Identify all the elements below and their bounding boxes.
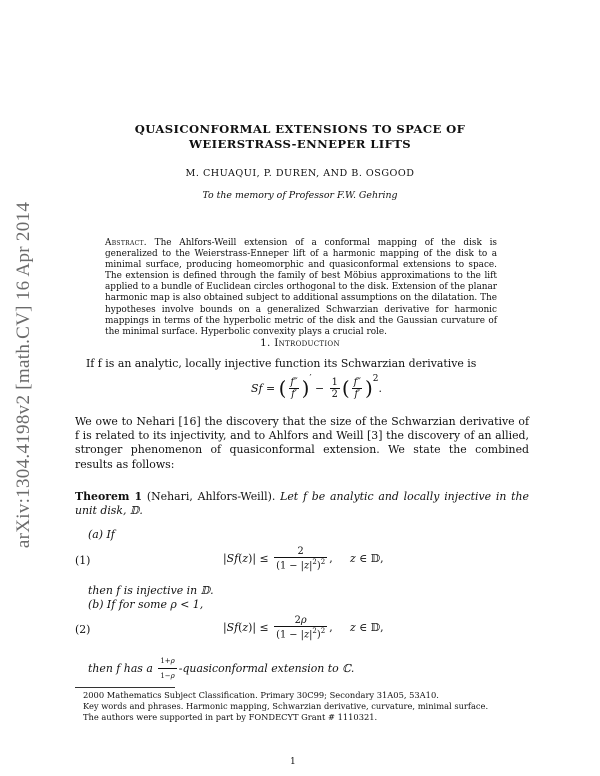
quasiconformal-constant: $\frac{1+\rho}{1-\rho}$ bbox=[158, 654, 176, 683]
section-heading bbox=[90, 337, 510, 349]
footnote-grant: The authors were supported in part by FONDECYT Grant # 1110321. bbox=[83, 712, 378, 722]
theorem-1 bbox=[75, 490, 529, 518]
section-number: 1. bbox=[260, 337, 271, 349]
title-line-2: WEIERSTRASS-ENNEPER LIFTS bbox=[188, 137, 411, 151]
abstract-label: Abstract. bbox=[105, 238, 147, 248]
equation-2 bbox=[75, 615, 529, 651]
intro-sentence: If f is an analytic, locally injective function its Schwarzian derivative is bbox=[86, 357, 477, 370]
page-number: 1 bbox=[290, 757, 296, 767]
theorem-part-a-conclusion: then f is injective in 𝔻. bbox=[88, 584, 214, 597]
footnote-msc: 2000 Mathematics Subject Classification. Primary 30C99; Secondary 31A05, 53A10. bbox=[83, 690, 439, 700]
theorem-part-a: (a) If bbox=[88, 528, 115, 541]
schwarzian-formula bbox=[75, 372, 529, 408]
equation-2-expression: | Sf ( z )| ≤ $\frac{2\rho}{(1 - |z|^2)^2}$ , z ∈ 𝔻, bbox=[223, 615, 384, 641]
equation-1 bbox=[75, 546, 529, 582]
title-line-1: QUASICONFORMAL EXTENSIONS TO SPACE OF bbox=[134, 122, 466, 136]
part-b-prefix: then f has a bbox=[88, 661, 153, 675]
theorem-attribution: (Nehari, Ahlfors-Weill). bbox=[146, 490, 276, 503]
footnote-divider bbox=[75, 687, 175, 688]
dedication: To the memory of Professor F.W. Gehring bbox=[202, 190, 398, 201]
section-title: Introduction bbox=[274, 337, 340, 349]
equation-1-expression: | Sf ( z )| ≤ $\frac{2}{(1 - |z|^2)^2}$ , z ∈ 𝔻, bbox=[223, 546, 384, 572]
theorem-label: Theorem 1 bbox=[75, 490, 143, 503]
authors: M. CHUAQUI, P. DUREN, AND B. OSGOOD bbox=[185, 168, 415, 179]
part-b-suffix: -quasiconformal extension to ℂ. bbox=[178, 661, 355, 675]
arxiv-identifier bbox=[6, 190, 42, 560]
equation-2-number: (2) bbox=[75, 623, 91, 636]
paragraph-nehari: We owe to Nehari [16] the discovery that the size of the Schwarzian derivative of f is related to its injectivity, and to Ahlfors and Weill [3] the discovery of an allied, stronger phenomenon of quasiconformal extension. We state the combined results as follows: bbox=[75, 415, 529, 471]
schwarzian-expression: Sf = ( $\frac{f''}{f'}$ ) ′ − $\frac{1}{2}$ ( $\frac{f''}{f'}$ ) 2 . bbox=[251, 374, 382, 400]
abstract-text: The Ahlfors-Weill extension of a conformal mapping of the disk is generalized to the Weierstrass-Enneper lift of a harmonic mapping of the disk to a minimal surface, producing homeomorphic and quasiconformal extensions to space. The extension is defined through the family of best Möbius approximations to the lift applied to a bundle of Euclidean circles orthogonal to the disk. Extension of the planar harmonic map is also obtained subject to additional assumptions on the dilatation. The hypotheses involve bounds on a generalized Schwarzian derivative for harmonic mappings in terms of the hyperbolic metric of the disk and the Gaussian curvature of the minimal surface. Hyperbolic convexity plays a crucial role. bbox=[105, 238, 497, 337]
theorem-part-b: (b) If for some ρ < 1, bbox=[88, 598, 204, 611]
abstract bbox=[105, 238, 497, 338]
equation-1-number: (1) bbox=[75, 554, 91, 567]
footnote-keywords: Key words and phrases. Harmonic mapping, Schwarzian derivative, curvature, minimal surface. bbox=[83, 701, 489, 711]
arxiv-id-text: arXiv:1304.4198v2 [math.CV] 16 Apr 2014 bbox=[13, 201, 34, 549]
paper-title bbox=[90, 122, 510, 152]
theorem-hypothesis: Let f be analytic and locally injective in the unit disk, 𝔻. bbox=[75, 490, 529, 518]
theorem-part-b-conclusion bbox=[88, 654, 488, 683]
